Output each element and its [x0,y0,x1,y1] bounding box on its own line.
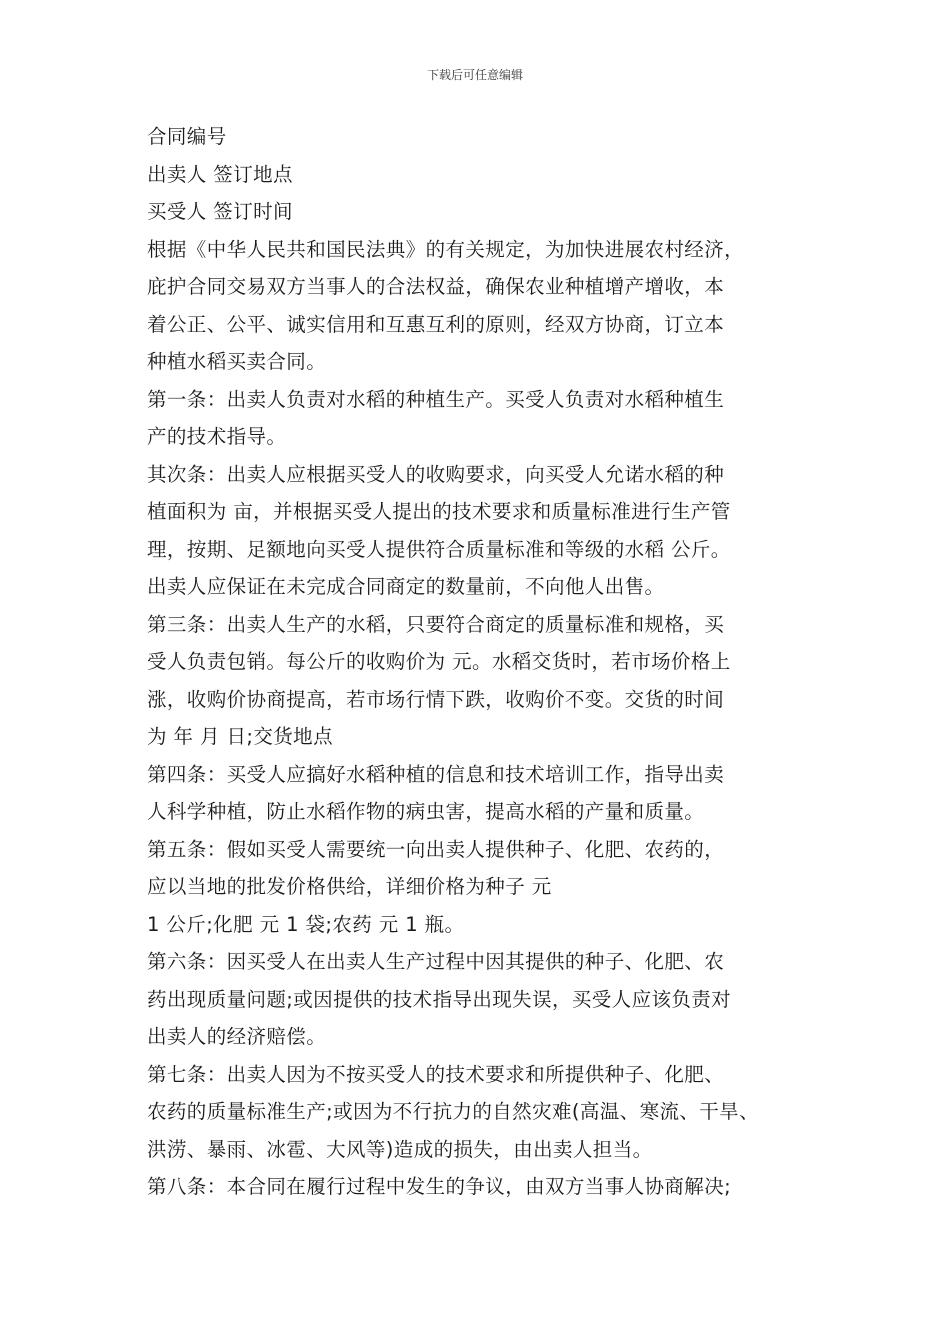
contract-body [147,118,817,1206]
article-5-line: 第五条：假如买受人需要统一向出卖人提供种子、化肥、农药的， [147,837,725,861]
preamble-line: 种植水稻买卖合同。 [147,350,327,373]
article-6-line: 出卖人的经济赔偿。 [147,1025,327,1048]
article-1-line: 产的技术指导。 [147,425,287,448]
article-8-line: 第八条：本合同在履行过程中发生的争议，由双方当事人协商解决; [147,1175,732,1198]
preamble-line: 庇护合同交易双方当事人的合法权益，确保农业种植增产增收，本 [147,275,725,298]
article-7-line: 第七条：出卖人因为不按买受人的技术要求和所提供种子、化肥、 [147,1062,725,1086]
article-2-line: 其次条：出卖人应根据买受人的收购要求，向买受人允诺水稻的种 [147,462,725,486]
article-6-line: 第六条：因买受人在出卖人生产过程中因其提供的种子、化肥、农 [147,950,725,973]
article-5-line: 应以当地的批发价格供给，详细价格为种子 元 [147,875,552,898]
article-1-line: 第一条：出卖人负责对水稻的种植生产。买受人负责对水稻种植生 [147,387,725,411]
article-3-line: 涨，收购价协商提高，若市场行情下跌，收购价不变。交货的时间 [147,687,725,711]
article-3-line: 第三条：出卖人生产的水稻，只要符合商定的质量标准和规格，买 [147,612,725,636]
preamble-line: 根据《中华人民共和国民法典》的有关规定，为加快进展农村经济， [147,237,745,261]
seller-signing-place-line: 出卖人 签订地点 [147,162,293,186]
article-4-line: 第四条：买受人应搞好水稻种植的信息和技术培训工作，指导出卖 [147,762,725,786]
article-4-line: 人科学种植，防止水稻作物的病虫害，提高水稻的产量和质量。 [147,800,705,823]
contract-number-line: 合同编号 [147,125,227,148]
article-2-line: 理，按期、足额地向买受人提供符合质量标准和等级的水稻 公斤。 [147,537,731,561]
article-7-line: 洪涝、暴雨、冰雹、大风等)造成的损失，由出卖人担当。 [147,1137,653,1161]
preamble-line: 着公正、公平、诚实信用和互惠互利的原则，经双方协商，订立本 [147,312,725,336]
article-3-line: 受人负责包销。每公斤的收购价为 元。水稻交货时，若市场价格上 [147,650,731,673]
article-7-line: 农药的质量标准生产;或因为不行抗力的自然灾难(高温、寒流、干旱、 [147,1100,759,1123]
article-3-line: 为 年 月 日;交货地点 [147,725,333,748]
article-5-line: 1 公斤;化肥 元 1 袋;农药 元 1 瓶。 [147,912,465,936]
page-header-note: 下载后可任意编辑 [426,68,523,82]
article-6-line: 药出现质量问题;或因提供的技术指导出现失误，买受人应该负责对 [147,987,732,1011]
buyer-signing-time-line: 买受人 签订时间 [147,200,293,223]
article-2-line: 植面积为 亩，并根据买受人提出的技术要求和质量标准进行生产管 [147,500,731,523]
article-2-line: 出卖人应保证在未完成合同商定的数量前，不向他人出售。 [147,575,665,598]
